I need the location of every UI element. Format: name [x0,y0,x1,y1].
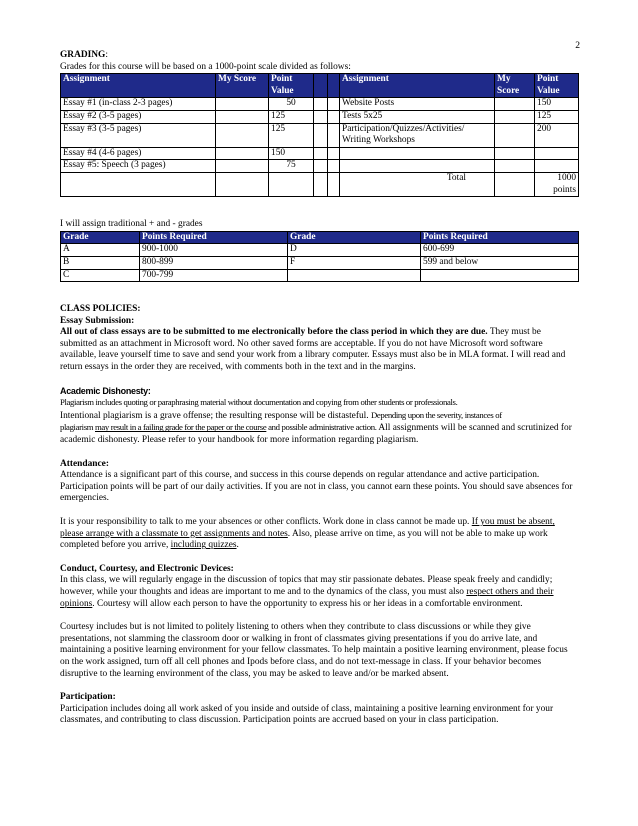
essay-submission-text: All out of class essays are to be submitted to me electronically before the class period in which they are due. They must be submitted as an attachment in Microsoft word. No other saved forms are acceptable. If you do not have Microsoft word software available, leave yourself time to save and send your work from a library computer. Essays must also be in MLA format. I will read and return essays in the order they are received, with comments both in the text and in the margins. [60,327,566,373]
cell-blank [269,172,314,196]
cell-points: 75 [269,160,314,173]
cell-my-score-2 [495,147,535,160]
cell-grade: C [61,269,140,282]
grades-intro: I will assign traditional + and - grades [60,219,203,230]
cell-assignment-2 [340,147,495,160]
cell-points-required: 600-699 [421,244,579,257]
cell-assignment: Essay #2 (3-5 pages) [61,110,216,123]
cell-my-score [216,98,269,111]
cell-grade: D [288,244,421,257]
header-assignment-2: Assignment [340,74,495,98]
class-policies-heading: CLASS POLICIES: [60,304,141,315]
cell-points-2: 200 [535,123,579,147]
cell-my-score-2 [495,123,535,147]
cell-points: 50 [269,98,314,111]
cell-blank [314,98,328,111]
header-point-value: Point Value [269,74,314,98]
cell-grade [288,269,421,282]
cell-blank [314,110,328,123]
cell-blank [328,160,340,173]
cell-points-2 [535,160,579,173]
table-row [61,123,579,147]
cell-points-2 [535,147,579,160]
attendance-heading: Attendance: [60,458,109,469]
header-assignment: Assignment [61,74,216,98]
header-grade: Grade [288,231,421,244]
cell-blank [314,123,328,147]
grades-table-header [61,231,579,244]
cell-blank [328,123,340,147]
document-body [60,50,578,727]
cell-assignment: Essay #3 (3-5 pages) [61,123,216,147]
cell-blank [495,172,535,196]
cell-blank [314,172,328,196]
cell-my-score [216,147,269,160]
conduct-text-1: In this class, we will regularly engage in the discussion of topics that may stir passionate debates. Please speak freely and candidly; however, while your thoughts and ideas are important to me and to the dynamics of the class, you must also respect others and their opinions. Courtesy will allow each person to have the opportunity to express his or her ideas in a comfortable environment. [60,575,554,609]
table-row [61,110,579,123]
cell-points-required: 900-1000 [140,244,288,257]
participation-text: Participation includes doing all work asked of you inside and outside of class, maintaining a positive learning environment for your classmates, and contributing to class discussion. Participation points are accrued based on your in class participation. [60,703,554,726]
cell-assignment: Essay #4 (4-6 pages) [61,147,216,160]
cell-blank [328,147,340,160]
cell-assignment: Essay #1 (in-class 2-3 pages) [61,98,216,111]
header-blank [328,74,340,98]
total-label: Total [340,172,495,196]
header-points-required: Points Required [421,231,579,244]
cell-blank [328,98,340,111]
cell-blank [328,172,340,196]
academic-dishonesty-heading: Academic Dishonesty: [60,385,151,396]
table-total-row [61,172,579,196]
academic-dishonesty-text: Plagiarism includes quoting or paraphrasing material without documentation and copying from other students or professionals. Intentional plagiarism is a grave offense; the resulting response will be distasteful. Depending upon the severity, instances of plagiarism may result in a failing grade for the paper or the course and possible administrative action. All assignments will be scanned and scrutinized for academic dishonesty. Please refer to your handbook for more information regarding plagiarism. [60,397,572,446]
cell-blank [61,172,216,196]
cell-blank [328,110,340,123]
grading-table [60,73,579,197]
total-value: 1000 points [535,172,579,196]
participation-heading: Participation: [60,692,116,703]
essay-submission-heading: Essay Submission: [60,315,135,326]
cell-my-score [216,123,269,147]
grading-heading: GRADING: [60,50,108,60]
table-row [61,269,579,282]
cell-my-score [216,110,269,123]
header-my-score-2: My Score [495,74,535,98]
cell-my-score-2 [495,160,535,173]
cell-assignment-2: Participation/Quizzes/Activities/ Writing Workshops [340,123,495,147]
header-blank [314,74,328,98]
table-row [61,256,579,269]
cell-grade: A [61,244,140,257]
cell-my-score-2 [495,110,535,123]
cell-points-2: 150 [535,98,579,111]
header-grade: Grade [61,231,140,244]
conduct-text-2: Courtesy includes but is not limited to politely listening to others when they contribute to class discussions or while they give presentations, not slamming the classroom door or walking in front of classmates giving presentations if you do arrive late, and maintaining a positive learning environment for your fellow classmates. To help maintain a positive learning environment, please focus on the work assigned, turn off all cell phones and Ipods before class, and do not text-message in class. If your behavior becomes disruptive to the learning environment of the class, you may be asked to leave and/or be marked absent. [60,622,568,679]
cell-assignment-2 [340,160,495,173]
cell-my-score [216,160,269,173]
table-row [61,244,579,257]
header-points-required: Points Required [140,231,288,244]
attendance-text-1: Attendance is a significant part of this course, and success in this course depends on regular attendance and active participation. Participation points will be part of our daily activities. If you are not in class, you cannot earn these points. You should save absences for emergencies. [60,470,573,504]
cell-points-required: 800-899 [140,256,288,269]
cell-blank [314,160,328,173]
cell-blank [314,147,328,160]
grading-table-header [61,74,579,98]
conduct-heading: Conduct, Courtesy, and Electronic Devices: [60,563,234,574]
cell-points: 150 [269,147,314,160]
cell-points-required: 599 and below [421,256,579,269]
table-row [61,147,579,160]
cell-points-2: 125 [535,110,579,123]
cell-points: 125 [269,123,314,147]
attendance-text-2: It is your responsibility to talk to me your absences or other conflicts. Work done in class cannot be made up. If you must be absent, please arrange with a classmate to get assignments and notes. Also, please arrive on time, as you will not be able to make up work completed before you arrive, including quizzes. [60,517,555,551]
cell-points-required [421,269,579,282]
grading-intro: Grades for this course will be based on a 1000-point scale divided as follows: [60,61,351,72]
page-number: 2 [575,40,580,51]
cell-assignment-2: Website Posts [340,98,495,111]
table-row [61,98,579,111]
header-point-value-2: Point Value [535,74,579,98]
cell-assignment-2: Tests 5x25 [340,110,495,123]
cell-grade: B [61,256,140,269]
table-row [61,160,579,173]
cell-assignment: Essay #5: Speech (3 pages) [61,160,216,173]
grades-table [60,231,579,282]
cell-blank [216,172,269,196]
header-my-score: My Score [216,74,269,98]
cell-grade: F [288,256,421,269]
cell-my-score-2 [495,98,535,111]
cell-points: 125 [269,110,314,123]
cell-points-required: 700-799 [140,269,288,282]
